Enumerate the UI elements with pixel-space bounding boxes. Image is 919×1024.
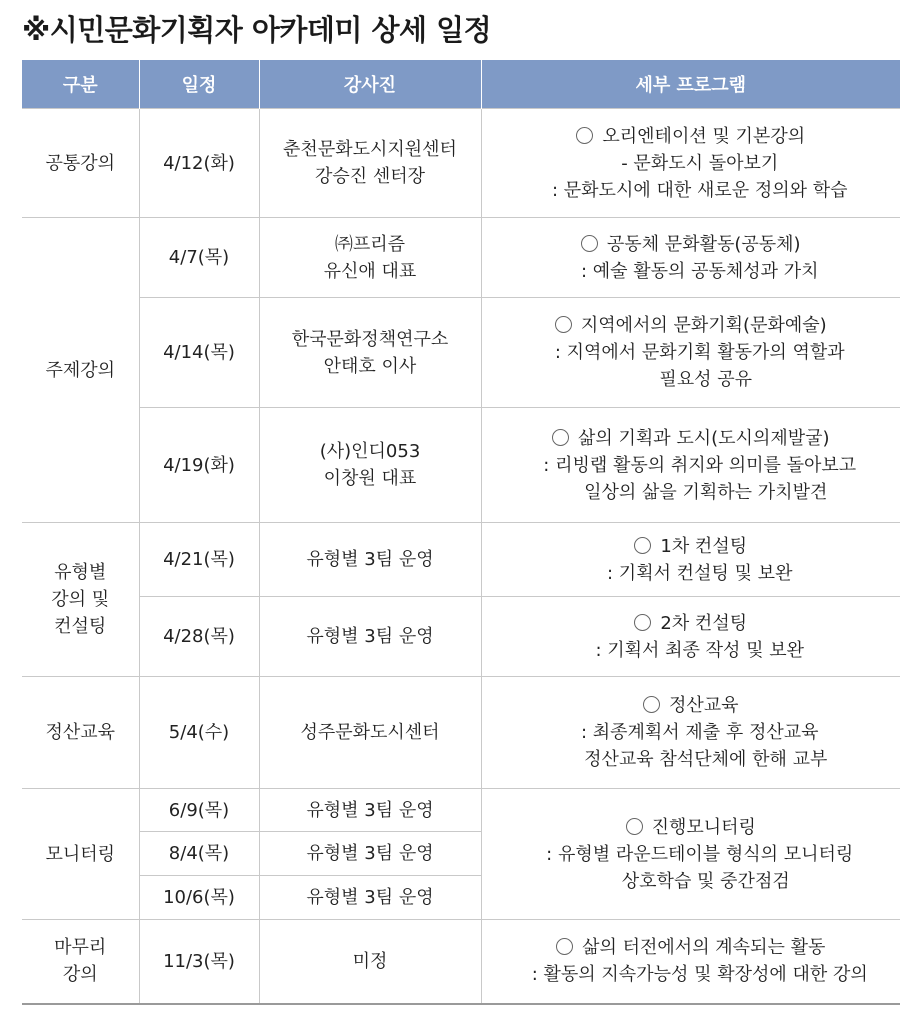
- category-line: 유형별: [54, 562, 107, 583]
- program-title: 2차 컨설팅: [660, 612, 748, 634]
- circle-bullet-icon: [634, 537, 651, 554]
- table-row: [22, 523, 900, 597]
- program-cell: [481, 408, 900, 523]
- category-line: 컨설팅: [54, 616, 107, 637]
- instructor-line: 유신애 대표: [323, 260, 417, 282]
- program-detail: 일상의 삶을 기획하는 가치발견: [584, 481, 828, 503]
- program-detail: : 지역에서 문화기획 활동가의 역할과: [554, 342, 845, 363]
- program-detail: : 문화도시에 대한 새로운 정의와 학습: [552, 179, 848, 201]
- program-detail: 정산교육 참석단체에 한해 교부: [584, 749, 828, 770]
- date-cell: 6/9(목): [139, 789, 259, 832]
- category-cell: 공통강의: [22, 109, 139, 218]
- date-cell: 4/14(목): [139, 298, 259, 408]
- instructor-line: 한국문화정책연구소: [291, 328, 449, 350]
- header-category: 구분: [22, 60, 139, 109]
- instructor-line: 춘천문화도시지원센터: [283, 139, 457, 160]
- program-title: 삶의 터전에서의 계속되는 활동: [582, 937, 826, 959]
- category-line: 마무리: [54, 937, 107, 959]
- date-cell: 4/19(화): [139, 408, 259, 523]
- header-instructor: 강사진: [259, 60, 481, 109]
- date-cell: 4/12(화): [139, 109, 259, 218]
- instructor-cell: [259, 408, 481, 523]
- instructor-cell: [259, 218, 481, 298]
- program-detail: - 문화도시 돌아보기: [621, 152, 779, 174]
- header-program: 세부 프로그램: [481, 60, 900, 109]
- circle-bullet-icon: [634, 614, 651, 631]
- date-cell: 11/3(목): [139, 920, 259, 1004]
- program-cell: [481, 109, 900, 218]
- category-cell: 정산교육: [22, 677, 139, 789]
- circle-bullet-icon: [552, 429, 569, 446]
- instructor-line: 안태호 이사: [323, 355, 417, 377]
- page-title: ※시민문화기획자 아카데미 상세 일정: [22, 13, 492, 47]
- instructor-line: 강승진 센터장: [314, 166, 426, 187]
- circle-bullet-icon: [626, 818, 643, 835]
- program-cell: [481, 789, 900, 920]
- table-row: [22, 218, 900, 298]
- instructor-line: (사)인디053: [319, 441, 421, 462]
- instructor-cell: 유형별 3팀 운영: [259, 597, 481, 677]
- date-cell: 4/28(목): [139, 597, 259, 677]
- category-cell: [22, 920, 139, 1004]
- program-cell: [481, 218, 900, 298]
- program-detail: : 기획서 컨설팅 및 보완: [607, 562, 793, 584]
- date-cell: 5/4(수): [139, 677, 259, 789]
- date-cell: 4/21(목): [139, 523, 259, 597]
- program-title: 삶의 기획과 도시(도시의제발굴): [577, 427, 830, 449]
- program-cell: [481, 597, 900, 677]
- program-cell: [481, 920, 900, 1004]
- program-title: 정산교육: [668, 695, 739, 716]
- instructor-cell: [259, 298, 481, 408]
- program-detail: : 기획서 최종 작성 및 보완: [595, 639, 805, 661]
- header-row: [22, 60, 900, 109]
- date-cell: 4/7(목): [139, 218, 259, 298]
- instructor-line: ㈜프리즘: [334, 233, 406, 255]
- program-title: 지역에서의 문화기획(문화예술): [580, 315, 827, 336]
- table-row: [22, 408, 900, 523]
- category-cell: [22, 523, 139, 677]
- instructor-cell: 유형별 3팀 운영: [259, 523, 481, 597]
- date-cell: 10/6(목): [139, 876, 259, 920]
- instructor-cell: 미정: [259, 920, 481, 1004]
- table-row: [22, 920, 900, 1004]
- table-row: [22, 298, 900, 408]
- instructor-cell: [259, 109, 481, 218]
- instructor-cell: 성주문화도시센터: [259, 677, 481, 789]
- program-detail: : 예술 활동의 공동체성과 가치: [580, 260, 819, 282]
- circle-bullet-icon: [555, 316, 572, 333]
- program-detail: : 활동의 지속가능성 및 확장성에 대한 강의: [531, 964, 868, 986]
- category-cell: 모니터링: [22, 789, 139, 920]
- circle-bullet-icon: [643, 696, 660, 713]
- program-detail: : 유형별 라운드테이블 형식의 모니터링: [546, 843, 854, 865]
- table-row: [22, 789, 900, 832]
- instructor-cell: 유형별 3팀 운영: [259, 789, 481, 832]
- program-detail: : 최종계획서 제출 후 정산교육: [580, 722, 819, 743]
- program-title: 오리엔테이션 및 기본강의: [602, 125, 806, 147]
- instructor-cell: 유형별 3팀 운영: [259, 876, 481, 920]
- category-line: 강의 및: [51, 589, 110, 610]
- program-title: 공동체 문화활동(공동체): [606, 233, 801, 255]
- program-title: 1차 컨설팅: [660, 535, 748, 557]
- schedule-table: [22, 60, 900, 1005]
- program-cell: [481, 523, 900, 597]
- category-line: 강의: [62, 964, 98, 986]
- circle-bullet-icon: [576, 127, 593, 144]
- circle-bullet-icon: [556, 938, 573, 955]
- header-date: 일정: [139, 60, 259, 109]
- date-cell: 8/4(목): [139, 832, 259, 876]
- instructor-cell: 유형별 3팀 운영: [259, 832, 481, 876]
- program-detail: : 리빙랩 활동의 취지와 의미를 돌아보고: [543, 454, 857, 476]
- category-cell: 주제강의: [22, 218, 139, 523]
- table-row: [22, 109, 900, 218]
- instructor-line: 이창원 대표: [323, 468, 417, 489]
- table-row: [22, 677, 900, 789]
- program-detail: 상호학습 및 중간점검: [621, 870, 790, 892]
- program-cell: [481, 677, 900, 789]
- program-title: 진행모니터링: [651, 816, 756, 838]
- program-detail: 필요성 공유: [659, 369, 753, 390]
- table-row: [22, 597, 900, 677]
- program-cell: [481, 298, 900, 408]
- circle-bullet-icon: [581, 235, 598, 252]
